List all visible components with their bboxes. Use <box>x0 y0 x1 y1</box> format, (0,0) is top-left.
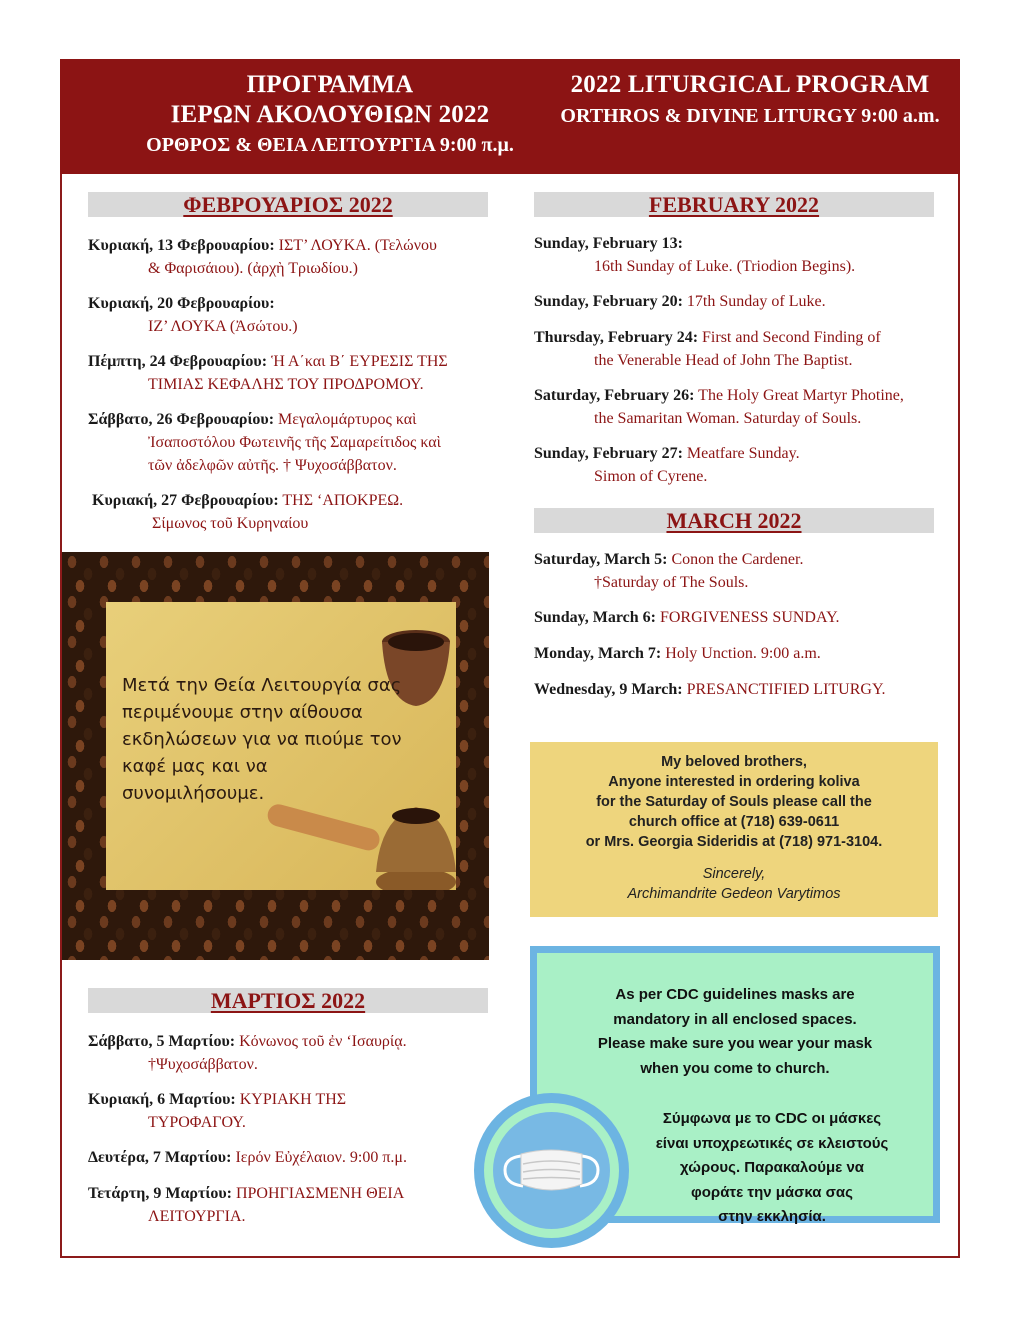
koliva-signoff: Sincerely, <box>702 866 766 882</box>
list-item: Κυριακή, 27 Φεβρουαρίου: ΤΗΣ ‘ΑΠΟΚΡΕΩ. Σίμωνος τοῦ Κυρηναίου <box>92 492 404 532</box>
list-item: Σάββατο, 26 Φεβρουαρίου: Μεγαλομάρτυρος καὶ Ἰσαποστόλου Φωτεινῆς τῆς Σαμαρείτιδος καὶ τῶν ἀδελφῶν αὐτῆς. † Ψυχοσάββατον. <box>88 411 441 474</box>
list-item: Τετάρτη, 9 Μαρτίου: ΠΡΟΗΓΙΑΣΜΕΝΗ ΘΕΙΑ ΛΕΙΤΟΥΡΓΙΑ. <box>88 1185 405 1225</box>
list-item: Saturday, February 26: The Holy Great Martyr Photine, the Samaritan Woman. Saturday of Souls. <box>534 387 904 427</box>
list-item: Δευτέρα, 7 Μαρτίου: Ιερόν Εὐχέλαιον. 9:00 π.μ. <box>88 1149 407 1166</box>
list-item: Κυριακή, 13 Φεβρουαρίου: ΙΣΤ’ ΛΟΥΚΑ. (Τελώνου & Φαρισάιου). (ἀρχὴ Τριωδίου.) <box>88 237 437 277</box>
header-en-line2: ORTHROS & DIVINE LITURGY 9:00 a.m. <box>560 105 940 127</box>
list-item: Σάββατο, 5 Μαρτίου: Κόνωνος τοῦ ἐν ‘Ισαυρίᾳ. †Ψυχοσάββατον. <box>88 1033 407 1073</box>
mask-notice-en: As per CDC guidelines masks are mandatory in all enclosed spaces. Please make sure you wear your mask when you come to church. <box>597 986 873 1077</box>
header-gr-line2: ΙΕΡΩΝ ΑΚΟΛΟΥΘΙΩΝ 2022 <box>170 101 490 128</box>
list-item: Thursday, February 24: First and Second Finding of the Venerable Head of John The Baptist. <box>534 329 881 369</box>
header-gr-line1: ΠΡΟΓΡΑΜΜΑ <box>246 71 414 98</box>
list-item: Πέμπτη, 24 Φεβρουαρίου: Ἡ Α΄και Β΄ ΕΥΡΕΣΙΣ ΤΗΣ ΤΙΜΙΑΣ ΚΕΦΑΛΗΣ ΤΟΥ ΠΡΟΔΡΟΜΟΥ. <box>88 353 448 393</box>
coffee-image <box>62 552 489 960</box>
list-item: Κυριακή, 20 Φεβρουαρίου: ΙΖ’ ΛΟΥΚΑ (Ἀσώτου.) <box>88 295 298 335</box>
feb-gr-title: ΦΕΒΡΟΥΑΡΙΟΣ 2022 <box>88 192 488 217</box>
list-item: Sunday, March 6: FORGIVENESS SUNDAY. <box>534 609 840 626</box>
koliva-line: for the Saturday of Souls please call the <box>596 794 872 810</box>
list-item: Sunday, February 20: 17th Sunday of Luke. <box>534 293 826 310</box>
header-en-line1: 2022 LITURGICAL PROGRAM <box>570 71 930 98</box>
face-mask-icon <box>493 1112 610 1229</box>
header-gr-line3: ΟΡΘΡΟΣ & ΘΕΙΑ ΛΕΙΤΟΥΡΓΙΑ 9:00 π.μ. <box>146 134 514 156</box>
list-item: Sunday, February 27: Meatfare Sunday. Simon of Cyrene. <box>534 445 800 485</box>
mar-gr-title: ΜΑΡΤΙΟΣ 2022 <box>88 988 488 1013</box>
koliva-line: or Mrs. Georgia Sideridis at (718) 971-3104. <box>585 834 883 850</box>
koliva-notice <box>530 742 938 917</box>
coffee-invitation-text: Μετά την Θεία Λειτουργία σας περιμένουμε στην αίθουσα εκδηλώσεων για να πιούμε τον καφέ μας και να συνομιλήσουμε. <box>122 675 402 804</box>
koliva-line: church office at (718) 639-0611 <box>628 814 840 830</box>
feb-en-title: FEBRUARY 2022 <box>534 192 934 217</box>
koliva-signature: Archimandrite Gedeon Varytimos <box>627 886 841 902</box>
list-item: Κυριακή, 6 Μαρτίου: ΚΥΡΙΑΚΗ ΤΗΣ ΤΥΡΟΦΑΓΟΥ. <box>88 1091 347 1131</box>
list-item: Sunday, February 13: 16th Sunday of Luke. (Triodion Begins). <box>534 235 856 275</box>
list-item: Saturday, March 5: Conon the Cardener. †Saturday of The Souls. <box>534 551 804 591</box>
koliva-line: My beloved brothers, <box>661 754 807 770</box>
koliva-line: Anyone interested in ordering koliva <box>608 774 860 790</box>
mar-en-title: MARCH 2022 <box>534 508 934 533</box>
list-item: Monday, March 7: Holy Unction. 9:00 a.m. <box>534 645 821 662</box>
mask-notice-gr: Σύμφωνα με το CDC οι μάσκες είναι υποχρεωτικές σε κλειστούς χώρους. Παρακαλούμε να φοράτε την μάσκα σας στην εκκλησία. <box>655 1110 889 1225</box>
header-banner <box>60 59 960 174</box>
mask-circle-inner <box>493 1112 610 1229</box>
list-item: Wednesday, 9 March: PRESANCTIFIED LITURGY. <box>534 681 886 698</box>
